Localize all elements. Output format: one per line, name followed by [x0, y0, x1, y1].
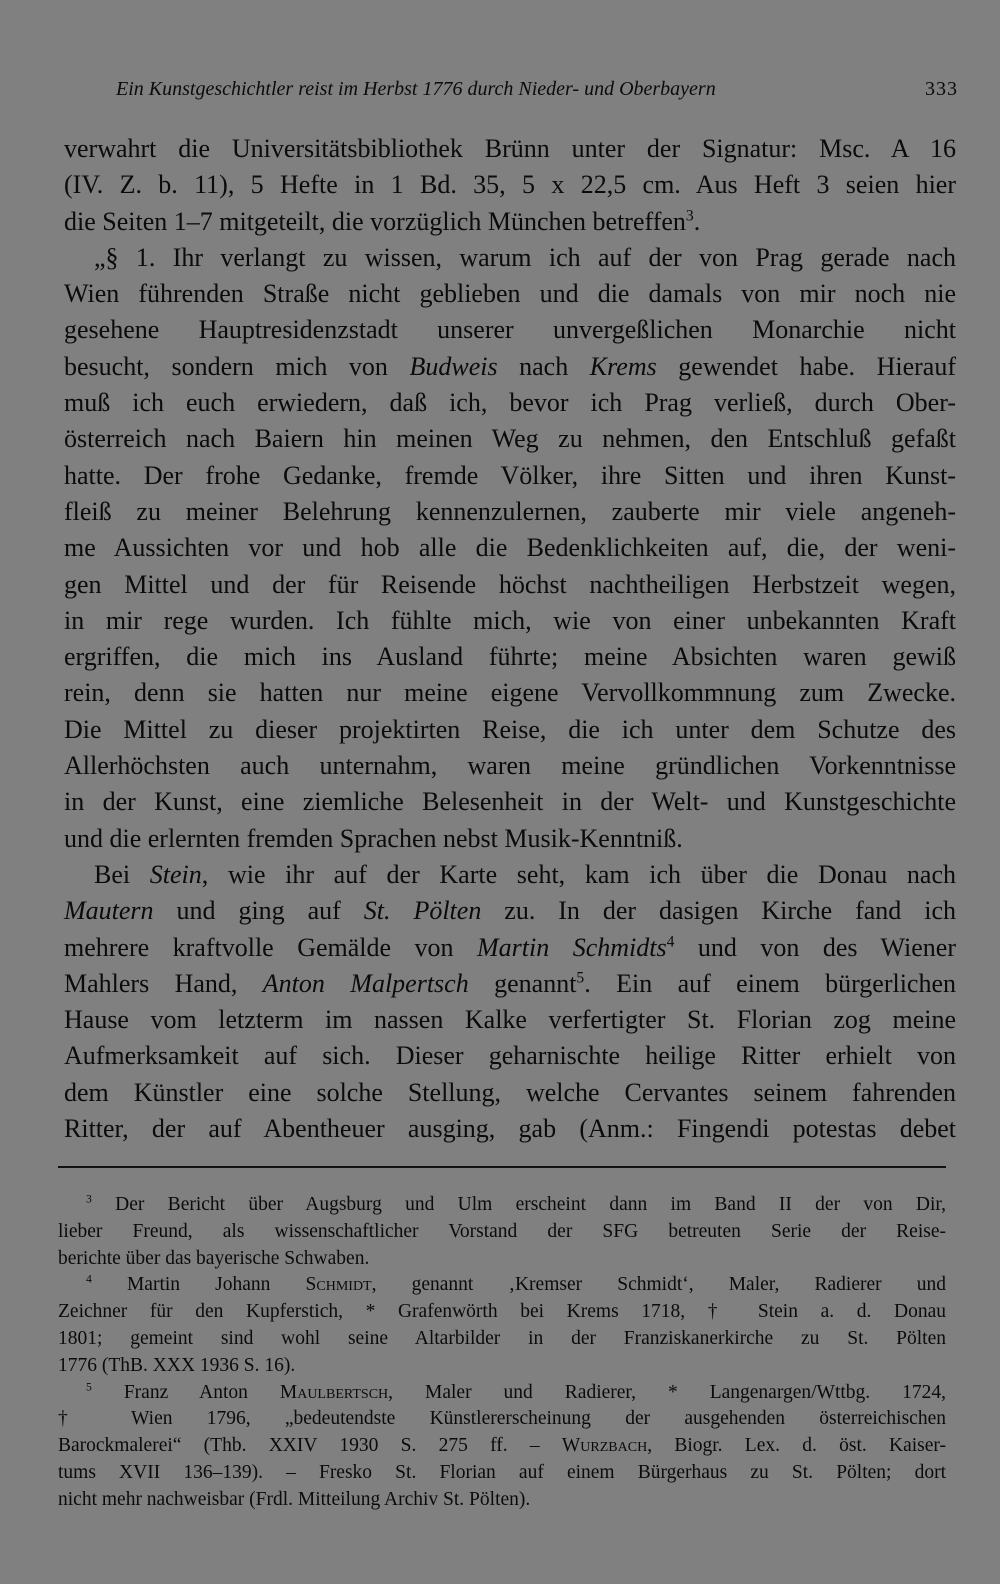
- text-line: gesehene Hauptresidenzstadt unserer unvergeßlichen Monarchie nicht: [64, 315, 956, 345]
- text-segment: mehrere kraftvolle Gemälde von: [64, 932, 454, 962]
- place-name: Budweis: [409, 351, 498, 381]
- main-text: [64, 131, 956, 1147]
- footnote-line: berichte über das bayerische Schwaben.: [58, 1247, 370, 1269]
- text-line: Ritter, der auf Abentheuer ausging, gab (Anm.: Fingendi potestas debet: [64, 1114, 956, 1144]
- footnote-line: lieber Freund, als wissenschaftlicher Vorstand der SFG betreuten Serie der Reise-: [58, 1220, 946, 1242]
- place-name: Krems: [589, 351, 657, 381]
- text-segment: und ging auf: [176, 896, 341, 926]
- footnote-line: † Wien 1796, „bedeutendste Künstlererscheinung der ausgehenden österreichischen: [58, 1408, 946, 1430]
- person-name: Martin Schmidts: [477, 932, 667, 962]
- footnotes: [58, 1166, 946, 1514]
- text-line: in der Kunst, eine ziemliche Belesenheit in der Welt- und Kunstgeschichte: [64, 787, 956, 817]
- place-name: Mautern: [64, 896, 154, 926]
- text-line: fleiß zu meiner Belehrung kennenzulernen, zauberte mir viele angeneh-: [64, 496, 956, 526]
- footnote-line: 1801; gemeint sind wohl seine Altarbilder in der Franziskanerkirche zu St. Pölten: [58, 1327, 946, 1349]
- text-segment: , wie ihr auf der Karte seht, kam ich über die Donau nach: [201, 859, 957, 889]
- person-name: Anton Malpertsch: [262, 968, 469, 998]
- text-line: [64, 966, 956, 1002]
- text-line: Aufmerksamkeit auf sich. Dieser geharnischte heilige Ritter erhielt von: [64, 1041, 956, 1071]
- text-line: Die Mittel zu dieser projektirten Reise, die ich unter dem Schutze des: [64, 714, 956, 744]
- text-line: [64, 857, 956, 893]
- footnote-number: 5: [86, 1380, 92, 1394]
- footnote-line: Zeichner für den Kupferstich, * Grafenwörth bei Krems 1718, † Stein a. d. Donau: [58, 1301, 946, 1323]
- text-segment: Mahlers Hand,: [64, 968, 238, 998]
- text-segment: , genannt ‚Kremser Schmidt‘, Maler, Radierer und: [371, 1274, 946, 1296]
- text-line: Hause vom letzterm im nassen Kalke verfertigter St. Florian zog meine: [64, 1005, 956, 1035]
- text-line: verwahrt die Universitätsbibliothek Brünn unter der Signatur: Msc. A 16: [64, 134, 956, 163]
- text-segment: zu. In der dasigen Kirche fand ich: [504, 896, 957, 926]
- running-head: [116, 76, 958, 102]
- person-surname: Wurzbach: [561, 1435, 648, 1457]
- text-line: [64, 204, 956, 240]
- footnote-ref: 5: [576, 969, 585, 987]
- text-line: Allerhöchsten auch unternahm, waren meine gründlichen Vorkenntnisse: [64, 751, 956, 781]
- text-segment: Barockmalerei“ (Thb. XXIV 1930 S. 275 ff. –: [58, 1435, 540, 1457]
- text-segment: Martin Johann: [126, 1274, 271, 1296]
- place-name: Stein: [149, 859, 202, 889]
- text-segment: Der Bericht über Augsburg und Ulm erscheint dann im Band II der von Dir,: [115, 1194, 946, 1215]
- page-number: 333: [925, 78, 958, 100]
- text-line: österreich nach Baiern hin meinen Weg zu nehmen, den Entschluß gefaßt: [64, 424, 956, 454]
- text-segment: gewendet habe. Hierauf: [678, 351, 957, 381]
- text-line: Wien führenden Straße nicht geblieben und die damals von mir noch nie: [64, 279, 956, 309]
- text-segment: besucht, sondern mich von: [64, 351, 388, 381]
- person-surname: Maulbertsch: [279, 1381, 389, 1403]
- place-name: St. Pölten: [363, 896, 482, 926]
- text-segment: genannt: [494, 968, 577, 998]
- footnote-line: [58, 1272, 946, 1299]
- footnote-ref: 3: [685, 206, 694, 224]
- text-line: muß ich euch erwiedern, daß ich, bevor ich Prag verließ, durch Ober-: [64, 388, 956, 418]
- text-line: und die erlernten fremden Sprachen nebst Musik-Kenntniß.: [64, 823, 683, 853]
- footnote-line: 1776 (ThB. XXX 1936 S. 16).: [58, 1354, 296, 1376]
- text-segment: , Biogr. Lex. d. öst. Kaiser-: [647, 1435, 946, 1457]
- text-line: [64, 349, 956, 385]
- text-line: in mir rege wurden. Ich fühlte mich, wie von einer unbekannten Kraft: [64, 605, 956, 635]
- text-segment: . Ein auf einem bürgerlichen: [584, 968, 957, 998]
- footnote-number: 4: [86, 1272, 92, 1286]
- footnote-line: [58, 1380, 946, 1407]
- text-segment: die Seiten 1–7 mitgeteilt, die vorzüglich München betreffen: [64, 206, 686, 236]
- text-segment: und von des Wiener: [697, 932, 956, 962]
- text-line: dem Künstler eine solche Stellung, welche Cervantes seinem fahrenden: [64, 1077, 956, 1107]
- footnote-number: 3: [86, 1192, 92, 1206]
- running-head-title: Ein Kunstgeschichtler reist im Herbst 1776 durch Nieder- und Oberbayern: [116, 78, 716, 100]
- person-surname: Schmidt: [305, 1274, 372, 1296]
- footnote-line: [58, 1192, 946, 1219]
- text-line: rein, denn sie hatten nur meine eigene Vervollkommnung zum Zwecke.: [64, 678, 956, 708]
- text-line: [64, 930, 956, 966]
- footnote-ref: 4: [666, 932, 675, 950]
- text-segment: Bei: [94, 859, 131, 889]
- text-segment: , Maler und Radierer, * Langenargen/Wttbg. 1724,: [388, 1381, 947, 1403]
- footnote-line: [58, 1433, 946, 1460]
- text-line: (IV. Z. b. 11), 5 Hefte in 1 Bd. 35, 5 x 22,5 cm. Aus Heft 3 seien hier: [64, 170, 956, 200]
- text-line: gen Mittel und der für Reisende höchst nachtheiligen Herbstzeit wegen,: [64, 569, 956, 599]
- text-segment: nach: [519, 351, 569, 381]
- text-line: hatte. Der frohe Gedanke, fremde Völker, ihre Sitten und ihren Kunst-: [64, 460, 956, 490]
- text-line: me Aussichten vor und hob alle die Bedenklichkeiten auf, die, der weni-: [64, 533, 956, 563]
- text-line: ergriffen, die mich ins Ausland führte; meine Absichten waren gewiß: [64, 642, 956, 672]
- text-line: „§ 1. Ihr verlangt zu wissen, warum ich auf der von Prag gerade nach: [94, 242, 956, 272]
- text-segment: Franz Anton: [123, 1381, 248, 1403]
- footnote-line: nicht mehr nachweisbar (Frdl. Mitteilung Archiv St. Pölten).: [58, 1488, 531, 1510]
- text-line: [64, 893, 956, 929]
- text-segment: .: [693, 206, 701, 236]
- footnote-line: tums XVII 136–139). – Fresko St. Florian auf einem Bürgerhaus zu St. Pölten; dort: [58, 1461, 946, 1483]
